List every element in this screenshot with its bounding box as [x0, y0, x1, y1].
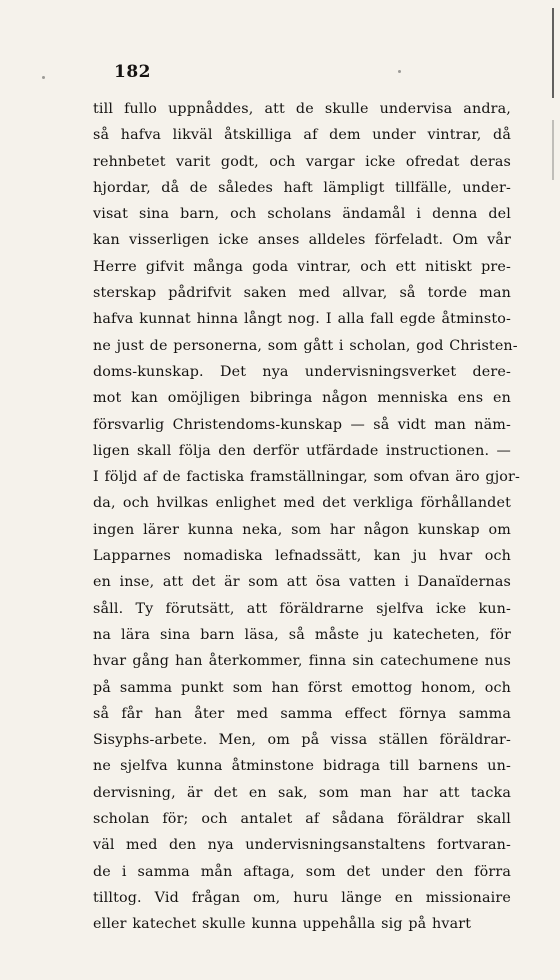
- page-edge-shadow-lower: [552, 120, 554, 180]
- text-line: Herre gifvit många goda vintrar, och ett nitiskt pre-: [93, 258, 511, 275]
- text-line: Sisyphs-arbete. Men, om på vissa ställen föräldrar-: [93, 732, 511, 749]
- text-line: I följd af de factiska framställningar, som ofvan äro gjor-: [93, 469, 521, 486]
- text-line: hafva kunnat hinna långt nog. I alla fall egde åtminsto-: [93, 311, 511, 328]
- text-line: eller katechet skulle kunna uppehålla sig på hvart: [93, 916, 472, 933]
- text-line: da, och hvilkas enlighet med det verkliga förhållandet: [93, 495, 511, 512]
- text-line: så får han åter med samma effect förnya samma: [93, 705, 511, 722]
- text-line: på samma punkt som han först emottog honom, och: [93, 679, 511, 696]
- text-line: mot kan omöjligen bibringa någon menniska ens en: [93, 390, 511, 407]
- text-line: såll. Ty förutsätt, att föräldrarne sjelfva icke kun-: [93, 600, 511, 617]
- paper-speck: [398, 70, 401, 73]
- text-line: Lapparnes nomadiska lefnadssätt, kan ju hvar och: [93, 548, 511, 565]
- body-text: [93, 96, 521, 938]
- text-line: ne sjelfva kunna åtminstone bidraga till barnens un-: [93, 758, 511, 775]
- text-line: en inse, att det är som att ösa vatten i Danaïdernas: [93, 574, 511, 591]
- text-line: rehnbetet varit godt, och vargar icke ofredat deras: [93, 153, 511, 170]
- text-line: försvarlig Christendoms-kunskap — så vidt man näm-: [93, 416, 511, 433]
- text-line: hvar gång han återkommer, finna sin catechumene nus: [93, 653, 511, 670]
- text-line: ligen skall följa den derför utfärdade instructionen. —: [93, 442, 511, 459]
- text-line: na lära sina barn läsa, så måste ju katecheten, för: [93, 626, 511, 643]
- page-number: 182: [114, 62, 151, 82]
- text-line: sterskap pådrifvit saken med allvar, så torde man: [93, 285, 511, 302]
- page-edge-shadow: [552, 8, 554, 98]
- text-line: ingen lärer kunna neka, som har någon kunskap om: [93, 521, 511, 538]
- text-line: dervisning, är det en sak, som man har att tacka: [93, 784, 511, 801]
- text-line: tilltog. Vid frågan om, huru länge en missionaire: [93, 889, 511, 906]
- paper-speck: [42, 76, 45, 79]
- text-line: scholan för; och antalet af sådana föräldrar skall: [93, 811, 511, 828]
- text-line: doms-kunskap. Det nya undervisningsverket dere-: [93, 363, 511, 380]
- text-line: hjordar, då de således haft lämpligt tillfälle, under-: [93, 179, 511, 196]
- text-line: de i samma mån aftaga, som det under den förra: [93, 863, 511, 880]
- text-line: så hafva likväl åtskilliga af dem under vintrar, då: [93, 127, 511, 144]
- text-line: till fullo uppnåddes, att de skulle undervisa andra,: [93, 101, 511, 117]
- text-line: visat sina barn, och scholans ändamål i denna del: [93, 206, 511, 223]
- text-line: kan visserligen icke anses alldeles förfeladt. Om vår: [93, 232, 511, 249]
- text-line: ne just de personerna, som gått i scholan, god Christen-: [93, 337, 518, 354]
- text-line: väl med den nya undervisningsanstaltens fortvaran-: [93, 837, 511, 854]
